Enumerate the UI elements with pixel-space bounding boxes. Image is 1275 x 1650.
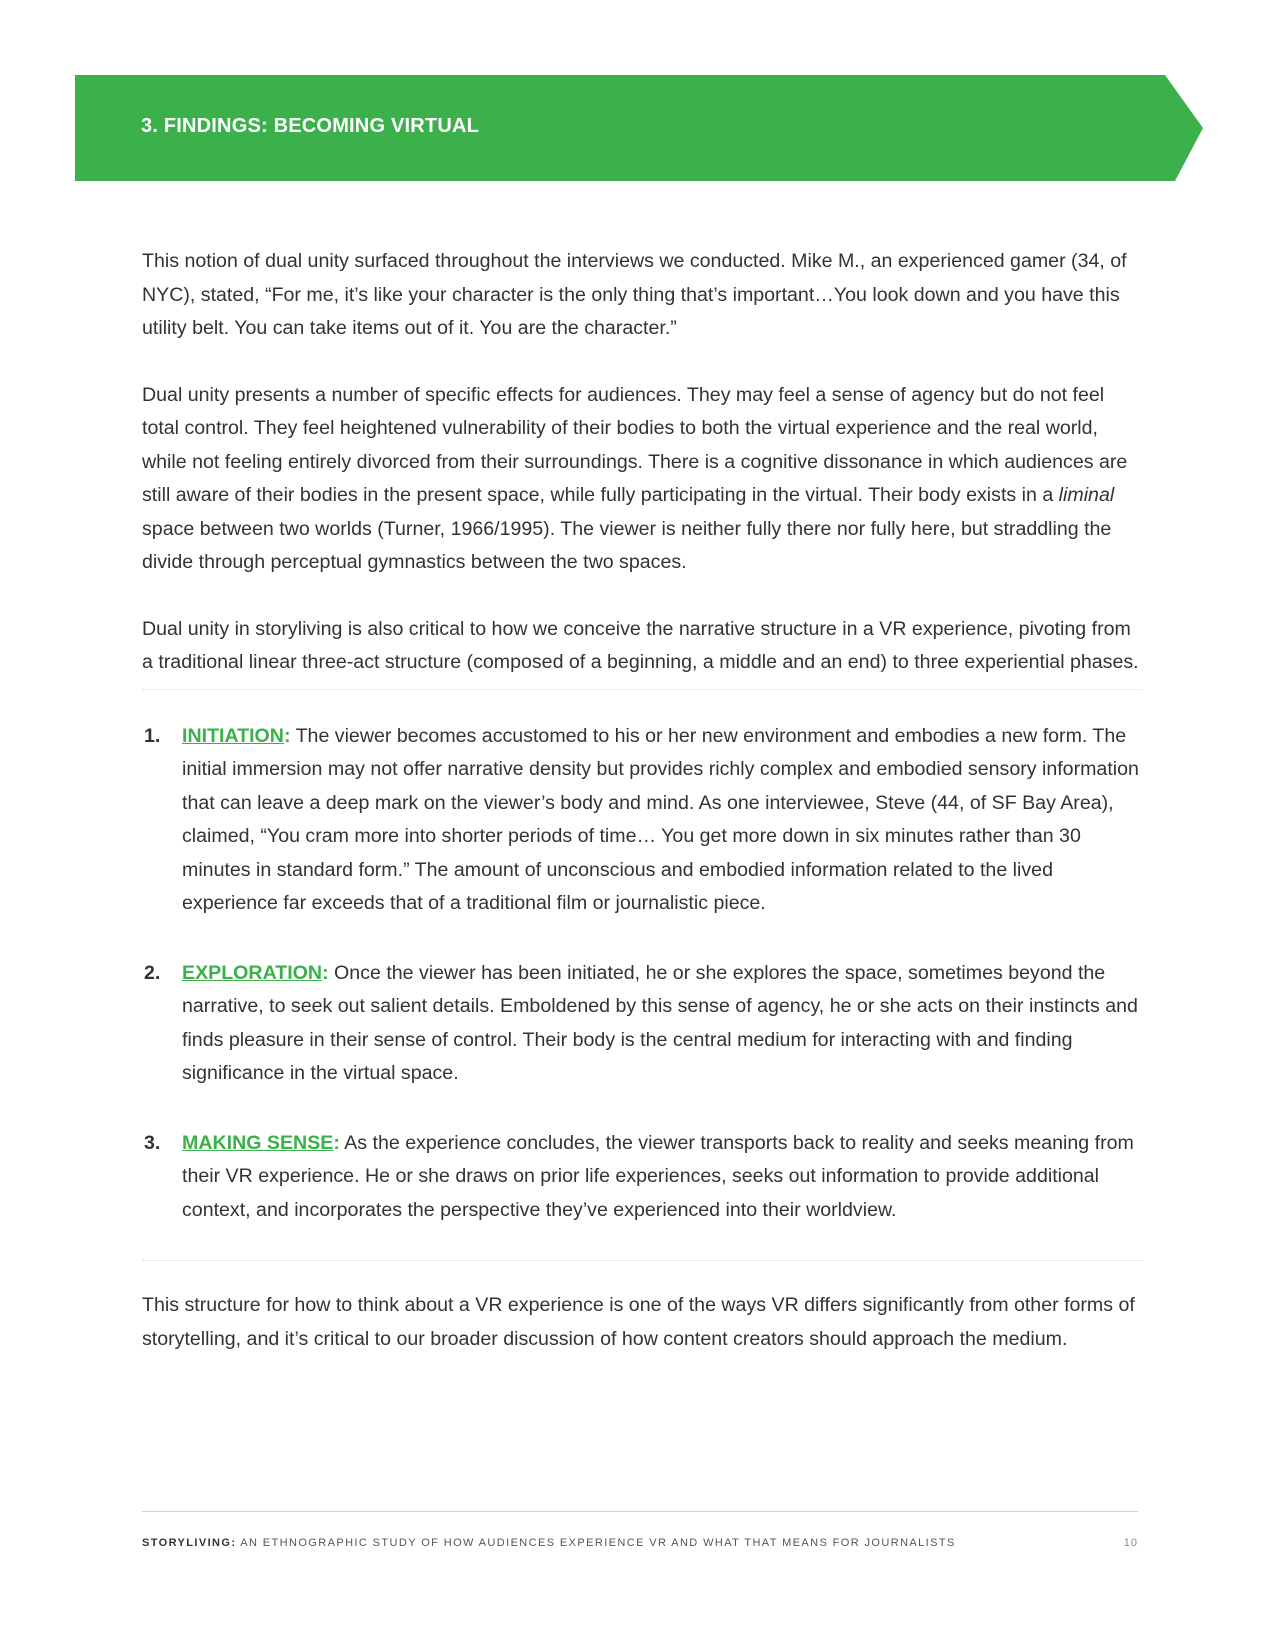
list-item-exploration bbox=[142, 957, 1142, 1091]
page-number: 10 bbox=[1123, 1537, 1138, 1549]
list-number: 1. bbox=[144, 724, 161, 747]
list-item-initiation bbox=[142, 720, 1142, 921]
section-divider bbox=[142, 689, 1142, 690]
paragraph-conclusion: This structure for how to think about a VR experience is one of the ways VR differs significantly from other forms of storytelling, and it’s critical to our broader discussion of how content creators should approach the medium. bbox=[142, 1294, 1135, 1350]
phase-term-exploration: EXPLORATION bbox=[182, 961, 323, 984]
paragraph-text: space between two worlds (Turner, 1966/1995). The viewer is neither fully there nor fully here, but straddling the divide through perceptual gymnastics between the two spaces. bbox=[142, 517, 1112, 573]
italic-term-liminal: liminal bbox=[1058, 484, 1115, 506]
paragraph-dual-unity-interviews: This notion of dual unity surfaced throughout the interviews we conducted. Mike M., an experienced gamer (34, of NYC), stated, “For me, it’s like your character is the only thing that’s important…You look down and you have this utility belt. You can take items out of it. You are the character.” bbox=[142, 250, 1127, 339]
phase-description: As the experience concludes, the viewer transports back to reality and seeks meaning from their VR experience. He or she draws on prior life experiences, seeks out information to provide additional context, and incorporates the perspective they’ve experienced into their worldview. bbox=[182, 1131, 1134, 1221]
footer-subtitle: AN ETHNOGRAPHIC STUDY OF HOW AUDIENCES EXPERIENCE VR AND WHAT THAT MEANS FOR JOURNALISTS bbox=[236, 1537, 956, 1549]
section-banner bbox=[75, 75, 1203, 181]
term-colon: : bbox=[322, 961, 329, 984]
list-number: 3. bbox=[144, 1131, 161, 1154]
list-item-making-sense bbox=[142, 1127, 1142, 1228]
footer-divider bbox=[142, 1511, 1138, 1512]
phases-list bbox=[142, 720, 1142, 1228]
phase-description: The viewer becomes accustomed to his or her new environment and embodies a new form. The initial immersion may not offer narrative density but provides richly complex and embodied sensory information that can leave a deep mark on the viewer’s body and mind. As one interviewee, Steve (44, of SF Bay Area), claimed, “You cram more into shorter periods of time… You get more down in six minutes rather than 30 minutes in standard form.” The amount of unconscious and embodied information related to the lived experience far exceeds that of a traditional film or journalistic piece. bbox=[182, 724, 1139, 914]
paragraph-dual-unity-effects bbox=[142, 379, 1142, 580]
term-colon: : bbox=[333, 1131, 340, 1154]
section-divider bbox=[142, 1260, 1142, 1261]
section-title: 3. FINDINGS: BECOMING VIRTUAL bbox=[141, 115, 480, 137]
list-number: 2. bbox=[144, 961, 161, 984]
main-content bbox=[142, 245, 1142, 1356]
footer-brand: STORYLIVING: bbox=[142, 1537, 237, 1549]
phase-description: Once the viewer has been initiated, he or she explores the space, sometimes beyond the narrative, to seek out salient details. Emboldened by this sense of agency, he or she acts on their instincts and finds pleasure in their sense of control. Their body is the central medium for interacting with and finding significance in the virtual space. bbox=[182, 961, 1138, 1084]
footer-running-title bbox=[142, 1537, 956, 1549]
paragraph-text: Dual unity presents a number of specific effects for audiences. They may feel a sense of agency but do not feel total control. They feel heightened vulnerability of their bodies to both the virtual experience and the real world, while not feeling entirely divorced from their surroundings. There is a cognitive dissonance in which audiences are still aware of their bodies in the present space, while fully participating in the virtual. Their body exists in a bbox=[142, 383, 1128, 506]
phase-term-making-sense: MAKING SENSE bbox=[182, 1131, 334, 1154]
phase-term-initiation: INITIATION bbox=[182, 724, 284, 747]
term-colon: : bbox=[283, 724, 291, 747]
paragraph-narrative-structure: Dual unity in storyliving is also critical to how we conceive the narrative structure in a VR experience, pivoting from a traditional linear three-act structure (composed of a beginning, a middle and an end) to three experiential phases. bbox=[142, 617, 1139, 673]
